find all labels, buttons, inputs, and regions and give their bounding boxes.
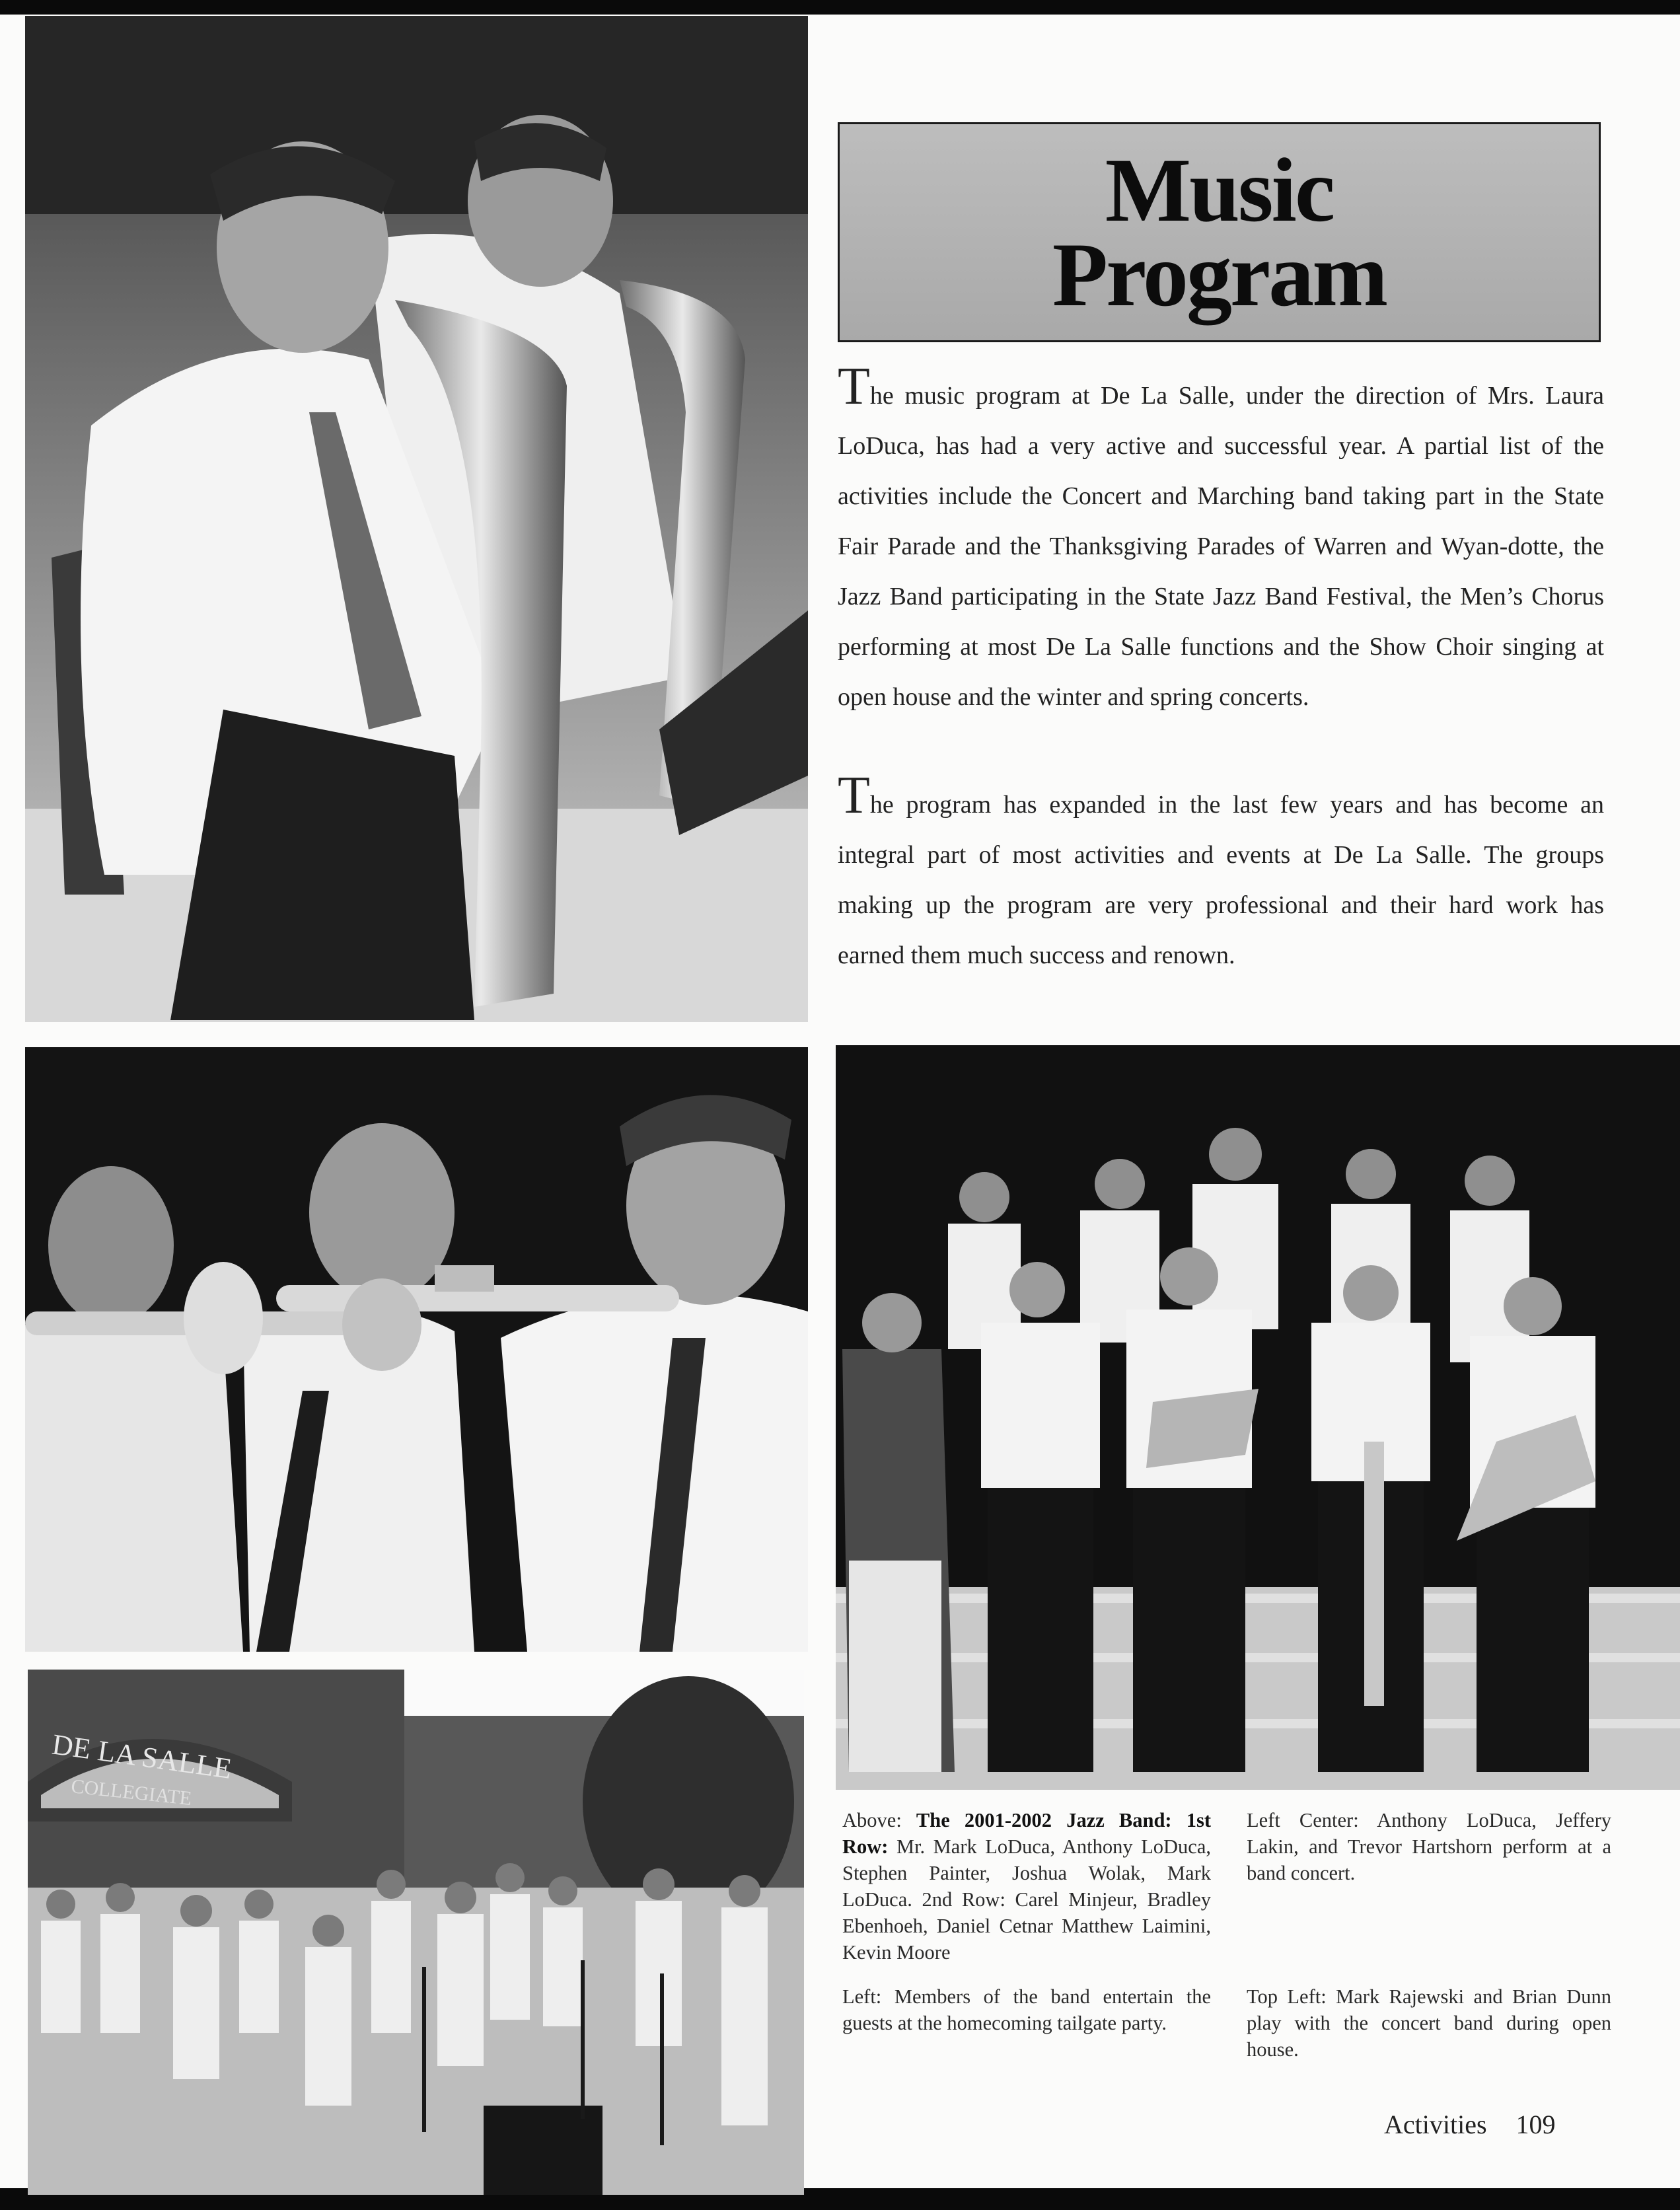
caption-above-prefix: Above: — [842, 1809, 916, 1831]
photo-tailgate-party — [28, 1670, 804, 2195]
caption-above-bold: The 2001-2002 Jazz Band: 1st Row: — [842, 1809, 1211, 1858]
title-line-2: Program — [1052, 223, 1387, 325]
caption-above — [842, 1807, 1211, 1966]
caption-top-left: Top Left: Mark Rajewski and Brian Dunn play with the concert band during open house. — [1247, 1985, 1611, 2061]
photo-trumpet-players — [25, 1047, 808, 1652]
photo-jazz-band-group — [836, 1045, 1680, 1790]
title-line-1: Music — [1105, 139, 1334, 240]
photo-saxophone-players — [25, 16, 808, 1022]
arch-sign-line-2: COLLEGIATE — [69, 1775, 193, 1810]
title-box — [838, 122, 1601, 342]
body-paragraph-2: The program has expanded in the last few years and has become an integral part of most activities and events at De La Salle. The groups making up the program are very professional and their hard work has earned them much success and renown. — [838, 766, 1604, 969]
folio-page-number: 109 — [1516, 2110, 1556, 2139]
folio-section: Activities — [1384, 2110, 1487, 2139]
page-folio — [1384, 2109, 1585, 2140]
yearbook-page — [0, 15, 1680, 2188]
caption-left: Left: Members of the band entertain the guests at the homecoming tailgate party. — [842, 1985, 1211, 2034]
body-paragraph-1: The music program at De La Salle, under the direction of Mrs. Laura LoDuca, has had a very active and successful year. A partial list of the activities include the Concert and Marching band taking part in the State Fair Parade and the Thanksgiving Parades of Warren and Wyan-dotte, the Jazz Band participating in the State Jazz Band Festival, the Men’s Chorus performing at most De La Salle functions and the Show Choir singing at open house and the winter and spring concerts. — [838, 357, 1604, 711]
caption-left-center: Left Center: Anthony LoDuca, Jeffery Lakin, and Trevor Hartshorn perform at a band concert. — [1247, 1809, 1611, 1884]
caption-above-text: Mr. Mark LoDuca, Anthony LoDuca, Stephen Painter, Joshua Wolak, Mark LoDuca. 2nd Row: Carel Minjeur, Bradley Ebenhoeh, Daniel Cetnar Matthew Laimini, Kevin Moore — [842, 1835, 1211, 1964]
arch-sign-line-1: DE LA SALLE — [50, 1728, 234, 1785]
